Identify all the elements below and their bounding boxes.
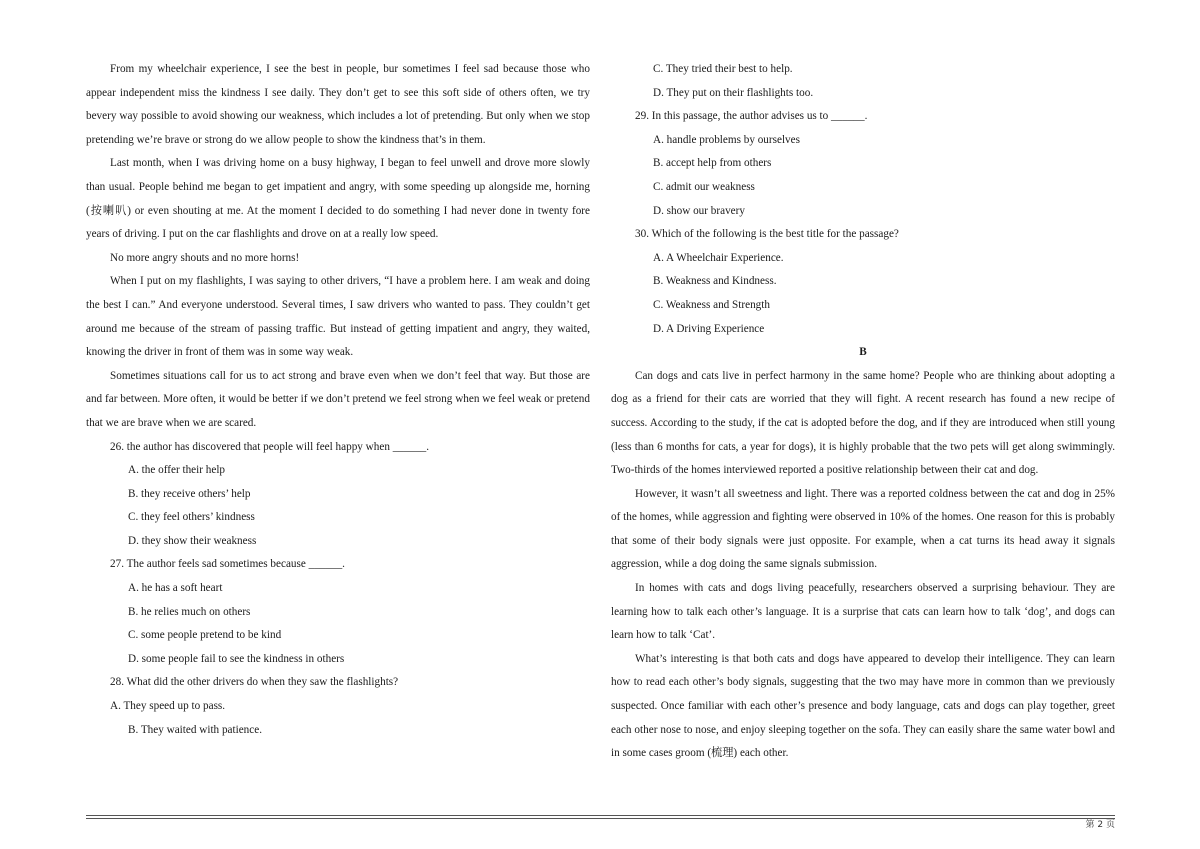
option-30d: D. A Driving Experience [653,322,765,335]
left-column [86,58,590,742]
option-27d: D. some people fail to see the kindness in others [128,652,345,665]
option-29a: A. handle problems by ourselves [653,133,800,146]
option-30b: B. Weakness and Kindness. [653,275,777,288]
option-26d: D. they show their weakness [128,534,257,547]
page-number: 第 2 页 [1085,820,1115,830]
passage-paragraph: Can dogs and cats live in perfect harmony in the same home? People who are thinking about adopting a dog as a friend for their cats are worried that they will fight. A recent research has found a new recipe of success. According to the study, if the cat is adopted before the dog, and if they are introduced when still young (less than 6 months for cats, a year for dogs), it is highly probable that the two pets will get along swimmingly. Two-thirds of the homes interviewed reported a positive relationship between their cat and dog. [611,369,1115,477]
option-29c: C. admit our weakness [653,180,755,193]
option-30a: A. A Wheelchair Experience. [653,251,784,264]
option-29d: D. show our bravery [653,204,745,217]
option-27a: A. he has a soft heart [128,582,223,595]
option-28a: A. They speed up to pass. [110,700,226,713]
question-30: 30. Which of the following is the best title for the passage? [635,228,899,241]
passage-paragraph: However, it wasn’t all sweetness and light. There was a reported coldness between the cat and dog in 25% of the homes, while aggression and fighting were observed in 10% of the homes. One reason for this is probably that some of their body signals were just opposite. For example, when a cat turns its head away it signals aggression, while a dog doing the same signals submission. [611,487,1115,571]
right-column [611,58,1115,766]
question-29: 29. In this passage, the author advises us to ______. [635,110,868,123]
passage-paragraph: Sometimes situations call for us to act strong and brave even when we don’t feel that way. But those are and far between. More often, it would be better if we don’t pretend we feel strong when we feel weak or pretend that we are brave when we are scared. [86,369,590,429]
option-26a: A. the offer their help [128,464,226,477]
option-30c: C. Weakness and Strength [653,298,770,311]
section-heading-b: B [859,346,867,359]
footer-rule [86,818,1115,819]
option-26b: B. they receive others’ help [128,487,251,500]
passage-paragraph: From my wheelchair experience, I see the best in people, bur sometimes I feel sad because those who appear independent miss the kindness I see daily. They don’t get to see this soft side of others often, we try bevery way possible to avoid showing our weakness, which includes a lot of pretending. But only when we stop pretending we’re brave or strong do we allow people to show the kindness that’s in them. [86,63,590,146]
passage-paragraph: When I put on my flashlights, I was saying to other drivers, “I have a problem here. I am weak and doing the best I can.” And everyone understood. Several times, I saw drivers who wanted to pass. They couldn’t get around me because of the stream of passing traffic. But instead of getting impatient and angry, they waited, knowing the driver in front of them was in some way weak. [86,275,590,359]
option-28c: C. They tried their best to help. [653,63,793,75]
passage-paragraph: In homes with cats and dogs living peacefully, researchers observed a surprising behaviour. They are learning how to talk each other’s language. It is a surprise that cats can learn how to talk ‘dog’, and dogs can learn how to talk ‘Cat’. [611,582,1115,642]
question-26: 26. the author has discovered that people will feel happy when ______. [110,440,430,453]
option-27c: C. some people pretend to be kind [128,629,282,642]
passage-paragraph: Last month, when I was driving home on a busy highway, I began to feel unwell and drove more slowly than usual. People behind me began to get impatient and angry, with some speeding up alongside me, horning (按喇叭) or even shouting at me. At the moment I decided to do something I had never done in twenty fore years of driving. I put on the car flashlights and drove on at a really low speed. [86,157,590,241]
option-26c: C. they feel others’ kindness [128,511,255,524]
option-28b: B. They waited with patience. [128,723,263,736]
passage-paragraph: What’s interesting is that both cats and dogs have appeared to develop their intelligence. They can learn how to read each other’s body signals, suggesting that the two may have more in common than we previously suspected. Once familiar with each other’s presence and body language, cats and dogs can play together, greet each other nose to nose, and enjoy sleeping together on the sofa. They can easily share the same water bowl and in some cases groom (梳理) each other. [611,652,1115,760]
question-27: 27. The author feels sad sometimes because ______. [110,558,345,571]
footer-rule [86,815,1115,816]
option-29b: B. accept help from others [653,157,772,170]
question-28: 28. What did the other drivers do when they saw the flashlights? [110,676,399,689]
option-28d: D. They put on their flashlights too. [653,86,814,99]
option-27b: B. he relies much on others [128,605,251,618]
passage-paragraph: No more angry shouts and no more horns! [110,251,300,264]
